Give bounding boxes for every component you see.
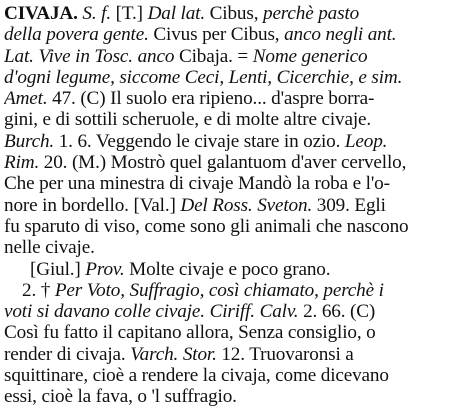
text-segment: Nome generico: [252, 45, 368, 67]
text-line: [4, 280, 470, 301]
text-segment: voti si davano colle civaje.: [4, 301, 205, 323]
text-segment: 309. Egli: [312, 194, 386, 216]
text-line: [4, 24, 470, 45]
text-segment: Ciriff. Calv.: [209, 301, 299, 323]
text-segment: della povera gente.: [4, 24, 149, 46]
text-segment: perchè pasto: [263, 3, 360, 24]
text-segment: Molte civaje e poco grano.: [124, 258, 331, 280]
text-segment: d'ogni legume, siccome Ceci, Lenti, Cicerchie, e sim.: [4, 66, 403, 88]
text-segment: Civus per Cibus,: [148, 24, 285, 46]
text-line: [4, 3, 470, 24]
text-segment: 47. (C) Il suolo era ripieno... d'aspre borra-: [47, 88, 375, 110]
text-segment: Amet.: [4, 88, 48, 110]
text-segment: Del Ross. Sveton.: [180, 194, 313, 216]
text-line: [4, 237, 470, 258]
text-line: [4, 131, 470, 152]
text-segment: 1. 6. Veggendo le civaje stare in ozio.: [54, 130, 345, 152]
text-line: [4, 259, 470, 280]
text-segment: Burch.: [4, 130, 55, 152]
text-line: [4, 152, 470, 173]
text-segment: fu sparuto di viso, come sono gli animali che nascono: [4, 215, 409, 237]
text-segment: Cibaja. =: [174, 45, 253, 67]
text-segment: anco negli ant.: [284, 24, 397, 46]
text-line: [4, 195, 470, 216]
text-segment: Varch. Stor.: [130, 343, 217, 365]
text-segment: render di civaja.: [4, 343, 131, 365]
text-segment: Rim.: [4, 152, 40, 174]
text-segment: Che per una minestra di civaje Mandò la roba e l'o-: [4, 173, 390, 195]
text-segment: gini, e di sottili scheruole, e di molte altre civaje.: [4, 109, 372, 131]
text-line: [4, 173, 470, 194]
text-segment: S. f.: [82, 3, 111, 24]
text-segment: 2. †: [22, 279, 55, 301]
text-segment: Lat. Vive in Tosc. anco: [4, 45, 175, 67]
text-line: [4, 365, 470, 386]
text-segment: [T.]: [111, 3, 148, 24]
text-segment: Cibus,: [205, 3, 263, 24]
text-segment: nelle civaje.: [4, 237, 95, 259]
text-line: [4, 67, 470, 88]
headword: CIVAJA.: [4, 3, 78, 24]
text-segment: Per Voto, Suffragio, così chiamato, perchè i: [54, 279, 384, 301]
text-segment: Prov.: [85, 258, 125, 280]
text-segment: 2. 66. (C): [298, 301, 376, 323]
text-segment: Leop.: [344, 130, 388, 152]
text-line: [4, 344, 470, 365]
text-segment: essi, cioè la fava, o 'l suffragio.: [4, 386, 237, 408]
text-segment: 20. (M.) Mostrò quel galantuom d'aver cervello,: [39, 152, 407, 174]
text-segment: squittinare, cioè a rendere la civaja, come dicevano: [4, 365, 389, 387]
text-segment: Così fu fatto il capitano allora, Senza consiglio, o: [4, 322, 376, 344]
text-segment: nore in bordello. [Val.]: [4, 194, 181, 216]
text-segment: Dal lat.: [147, 3, 206, 24]
text-line: [4, 46, 470, 67]
text-line: [4, 88, 470, 109]
text-line: [4, 386, 470, 407]
text-segment: 12. Truovaronsi a: [216, 343, 354, 365]
text-line: [4, 301, 470, 322]
text-line: [4, 216, 470, 237]
text-segment: [Giul.]: [30, 258, 86, 280]
text-line: [4, 109, 470, 130]
text-line: [4, 322, 470, 343]
